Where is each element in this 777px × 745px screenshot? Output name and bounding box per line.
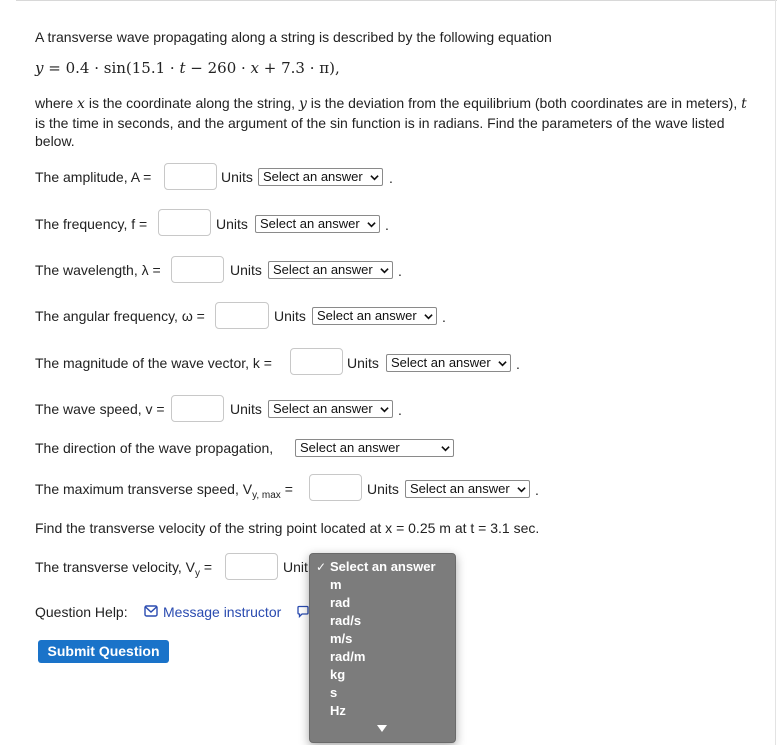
- units-label: Units: [230, 262, 262, 278]
- wave-equation: y = 0.4 · sin(15.1 · t − 260 · x + 7.3 · π),: [35, 59, 340, 77]
- wave-speed-label: The wave speed, v =: [35, 401, 165, 417]
- direction-select[interactable]: Select an answer: [295, 439, 454, 457]
- chevron-down-icon: [424, 312, 433, 321]
- intro-text: A transverse wave propagating along a string is described by the following equation: [35, 29, 552, 45]
- units-label: Units: [274, 308, 306, 324]
- dropdown-option[interactable]: s: [330, 685, 338, 700]
- wave-speed-input[interactable]: [171, 395, 224, 422]
- description-text: where x is the coordinate along the string, y is the deviation from the equilibrium (both coordinates are in meters), t is the time in seconds, and the argument of the sin function is in radians. Find the parameters of the wave listed below.: [35, 95, 747, 149]
- dropdown-option[interactable]: rad/m: [330, 649, 366, 664]
- chevron-down-icon: [370, 173, 379, 182]
- message-instructor-link[interactable]: Message instructor: [163, 604, 282, 620]
- question-help-label: Question Help:: [35, 604, 128, 620]
- chevron-down-icon: [498, 359, 507, 368]
- angular-frequency-input[interactable]: [215, 302, 269, 329]
- transverse-velocity-label: The transverse velocity, $V_y$ =: [35, 559, 213, 579]
- dropdown-option[interactable]: rad/s: [330, 613, 362, 628]
- envelope-icon: [144, 605, 158, 617]
- units-label: Units: [347, 355, 379, 371]
- find-velocity-text: Find the transverse velocity of the string point located at x = 0.25 m at t = 3.1 sec.: [35, 520, 540, 536]
- angular-units-select[interactable]: Select an answer: [312, 307, 437, 325]
- amplitude-label: The amplitude, A =: [35, 169, 152, 185]
- dropdown-option[interactable]: m/s: [330, 631, 353, 646]
- scroll-down-arrow-icon[interactable]: [377, 725, 387, 732]
- units-label-partial: Unit: [283, 559, 308, 575]
- chevron-down-icon: [380, 405, 389, 414]
- checkmark-icon: ✓: [316, 560, 327, 574]
- dropdown-option[interactable]: kg: [330, 667, 346, 682]
- top-divider: [16, 0, 777, 1]
- wave-vector-units-select[interactable]: Select an answer: [386, 354, 511, 372]
- transverse-velocity-input[interactable]: [225, 553, 278, 580]
- chevron-down-icon: [441, 444, 450, 453]
- submit-question-button[interactable]: Submit Question: [38, 640, 169, 663]
- amplitude-input[interactable]: [164, 163, 217, 190]
- chevron-down-icon: [517, 485, 526, 494]
- frequency-units-select[interactable]: Select an answer: [255, 215, 380, 233]
- wave-vector-input[interactable]: [290, 348, 343, 375]
- right-divider: [775, 0, 776, 745]
- wave-speed-units-select[interactable]: Select an answer: [268, 400, 393, 418]
- frequency-input[interactable]: [158, 209, 211, 236]
- frequency-label: The frequency, f =: [35, 216, 148, 232]
- dropdown-option[interactable]: Select an answer: [330, 559, 436, 574]
- max-speed-input[interactable]: [309, 474, 362, 501]
- dropdown-option[interactable]: m: [330, 577, 342, 592]
- wavelength-input[interactable]: [171, 256, 224, 283]
- angular-frequency-label: The angular frequency, ω =: [35, 308, 205, 324]
- direction-label: The direction of the wave propagation,: [35, 440, 274, 456]
- units-label: Units: [367, 481, 399, 497]
- wavelength-units-select[interactable]: Select an answer: [268, 261, 393, 279]
- units-label: Units: [230, 401, 262, 417]
- chevron-down-icon: [367, 220, 376, 229]
- units-dropdown-menu[interactable]: [309, 553, 456, 743]
- amplitude-units-select[interactable]: Select an answer: [258, 168, 383, 186]
- chat-icon[interactable]: [297, 605, 309, 618]
- chevron-down-icon: [380, 266, 389, 275]
- dropdown-option[interactable]: Hz: [330, 703, 346, 718]
- max-speed-units-select[interactable]: Select an answer: [405, 480, 530, 498]
- units-label: Units: [216, 216, 248, 232]
- max-speed-label: The maximum transverse speed, $V_{y, max}$ =: [35, 481, 293, 501]
- dropdown-option[interactable]: rad: [330, 595, 351, 610]
- units-label: Units: [221, 169, 253, 185]
- wavelength-label: The wavelength, λ =: [35, 262, 161, 278]
- wave-vector-label: The magnitude of the wave vector, k =: [35, 355, 272, 371]
